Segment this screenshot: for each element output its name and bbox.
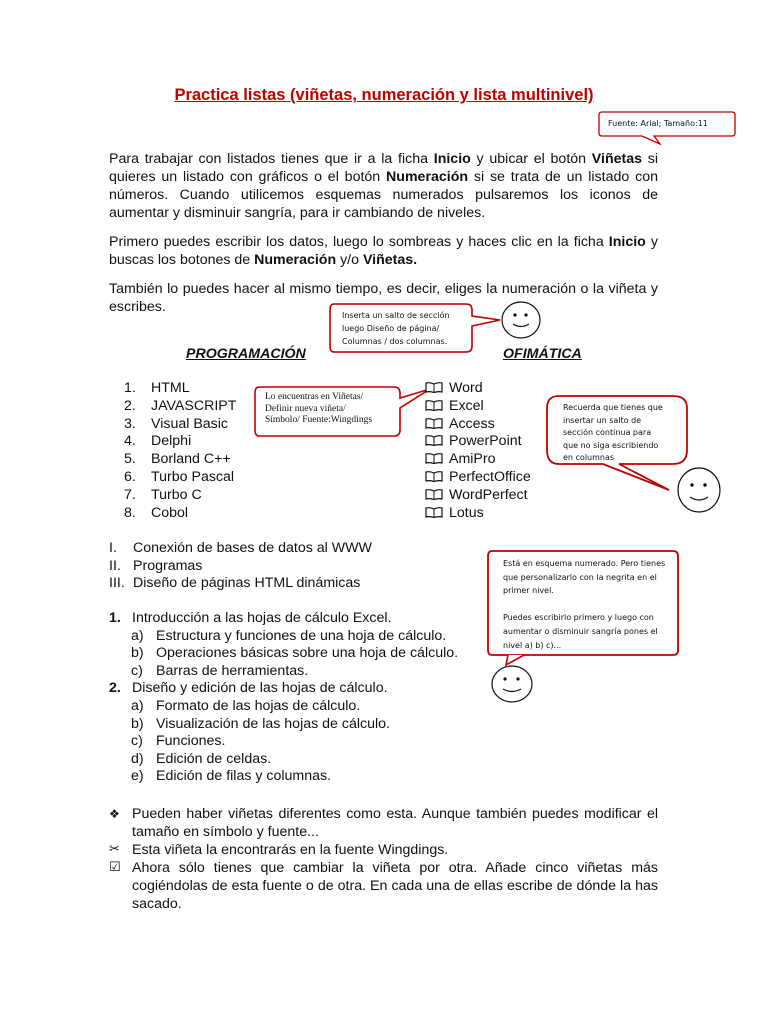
open-book-icon (425, 453, 443, 464)
list-item: AmiPro (425, 451, 531, 469)
open-book-icon (425, 435, 443, 446)
list-item: ✂ Esta viñeta la encontrarás en la fuente Wingdings. (109, 842, 449, 858)
office-list (425, 380, 531, 522)
list-item: e) Edición de filas y columnas. (131, 768, 332, 785)
list-item: a) Estructura y funciones de una hoja de cálculo. (131, 627, 447, 644)
open-book-icon (425, 418, 443, 429)
open-book-icon (425, 489, 443, 500)
diamond-bullet-icon: ❖ (109, 807, 120, 821)
section-break-callout-text: Inserta un salto de sección luego Diseño de página/ Columnas / dos columnas. (342, 311, 450, 346)
scissors-bullet-icon: ✂ (109, 842, 120, 857)
open-book-icon (425, 382, 443, 393)
multilevel-list (109, 610, 458, 786)
list-item: Word (425, 380, 531, 398)
list-item: d) Edición de celdas. (131, 750, 272, 767)
list-item: I. Conexión de bases de datos al WWW (109, 540, 372, 556)
open-book-icon (425, 471, 443, 482)
list-item: b) Operaciones básicas sobre una hoja de cálculo. (131, 645, 459, 662)
list-item: Access (425, 416, 531, 434)
open-book-icon (425, 400, 443, 411)
list-item: c) Funciones. (131, 733, 226, 750)
list-item: WordPerfect (425, 487, 531, 505)
list-item: II. Programas (109, 557, 203, 574)
wingdings-callout-text: Lo encuentras en Viñetas/ Definir nueva viñeta/ Símbolo/ Fuente:Wingdings (265, 392, 373, 425)
programming-heading: PROGRAMACIÓN (186, 346, 306, 362)
second-paragraph: Primero puedes escribir los datos, luego lo sombreas y haces clic en la ficha Inicio y buscas los botones de Numeración y/o Viñetas. (109, 234, 658, 268)
list-item: ❖ Pueden haber viñetas diferentes como esta. Aunque también puedes modificar el tamaño en símbolo y fuente... (109, 806, 658, 840)
checkbox-bullet-icon: ☑ (109, 860, 121, 875)
smiley-face-icon (489, 664, 535, 704)
third-paragraph: También lo puedes hacer al mismo tiempo, es decir, eliges la numeración o la viñeta y escribes. (109, 281, 658, 315)
page-title: Practica listas (viñetas, numeración y lista multinivel) (174, 86, 594, 104)
smiley-face-icon (500, 300, 542, 340)
remember-callout-text: Recuerda que tienes que insertar un salto de sección continua para que no siga escribiendo en columnas (563, 403, 663, 462)
schema-callout-text: Está en esquema numerado. Pero tienes que personalizarlo con la negrita en el primer nivel. Puedes escribirlo primero y luego con aumentar o disminuir sangría pones el nivel a) b) c)... (503, 559, 666, 650)
list-item: 6. Turbo Pascal (124, 468, 235, 485)
list-item: 2. JAVASCRIPT (124, 397, 237, 414)
list-item: a) Formato de las hojas de cálculo. (131, 697, 361, 714)
list-item: c) Barras de herramientas. (131, 662, 309, 679)
roman-list (109, 540, 372, 593)
office-heading: OFIMÁTICA (503, 346, 582, 362)
list-item: 8. Cobol (124, 504, 189, 521)
list-item: Excel (425, 398, 531, 416)
list-item: b) Visualización de las hojas de cálculo. (131, 715, 390, 732)
list-item: 2. Diseño y edición de las hojas de cálculo. (109, 680, 388, 697)
open-book-icon (425, 507, 443, 518)
list-item: PerfectOffice (425, 469, 531, 487)
list-item: 5. Borland C++ (124, 451, 231, 468)
smiley-face-icon (676, 466, 722, 514)
list-item: 3. Visual Basic (124, 415, 229, 432)
list-item: 1. HTML (124, 380, 190, 396)
list-item: 4. Delphi (124, 433, 192, 450)
symbol-bullet-list (109, 805, 658, 913)
list-item: 7. Turbo C (124, 486, 202, 503)
intro-paragraph: Para trabajar con listados tienes que ir a la ficha Inicio y ubicar el botón Viñetas si quieres un listado con gráficos o el botón Numeración si se trata de un listado con números. Cuando utilicemos esquemas numerados pulsaremos los iconos de aumentar y disminuir sangría, para ir cambiando de niveles. (109, 151, 658, 221)
list-item: PowerPoint (425, 433, 531, 451)
font-callout-text: Fuente: Arial; Tamaño:11 (608, 119, 708, 128)
list-item: 1. Introducción a las hojas de cálculo Excel. (109, 610, 392, 626)
list-item: ☑ Ahora sólo tienes que cambiar la viñeta por otra. Añade cinco viñetas más cogiéndolas de esta fuente o de otra. En cada una de ellas escribe de dónde la has sacado. (109, 860, 658, 912)
list-item: III. Diseño de páginas HTML dinámicas (109, 575, 361, 591)
list-item: Lotus (425, 505, 531, 523)
programming-list (124, 380, 236, 522)
